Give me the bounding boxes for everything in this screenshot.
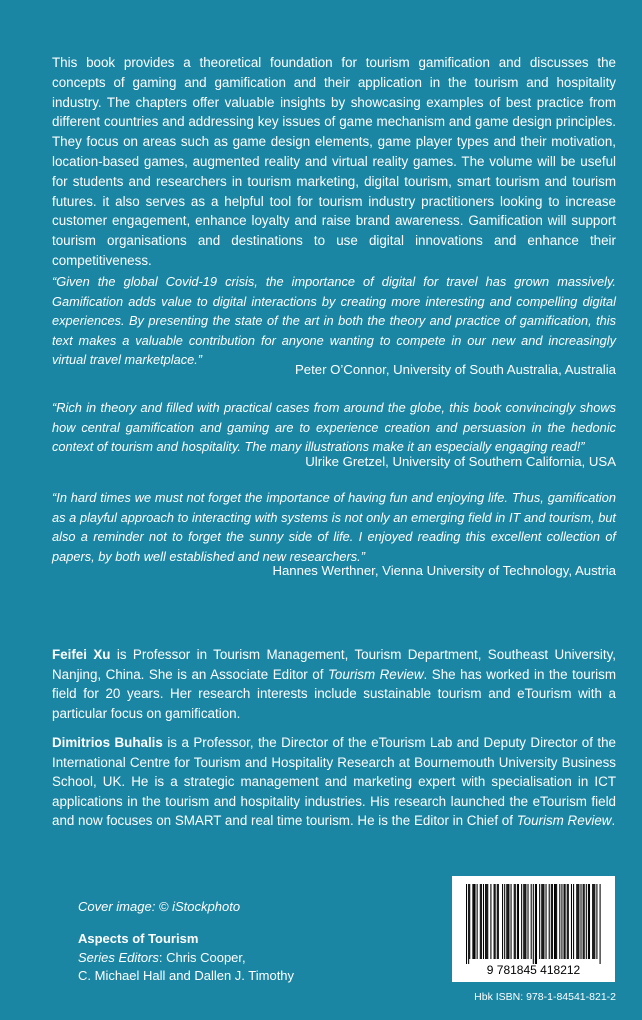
bio-text: . [611,813,616,829]
barcode-bar [556,884,557,959]
barcode-bar [559,884,560,959]
barcode-bar [490,884,491,959]
barcode-bar [481,884,482,959]
endorsement-quote-2: “Rich in theory and filled with practical cases from around the globe, this book convincingly shows how central gamification and gaming are to experience creation and persuasion in the hedonic context of tourism and hospitality. The many illustrations make it an especially engaging read!” [52,400,616,455]
barcode-bar [561,884,562,959]
journal-title: Tourism Review [327,666,424,682]
barcode-bar [474,884,475,959]
endorsement-quote-3: “In hard times we must not forget the importance of having fun and enjoying life. Thus, gamification as a playful approach to interacting with systems is not only an emerging field in IT and tourism, but also a reminder not to forget the sunny side of life. I enjoyed reading this excellent collection of papers, by both well established and new researchers.” [52,490,616,564]
barcode-bar [472,884,473,959]
barcode-bar [555,884,556,959]
series-editors-line-1 [78,949,294,968]
barcode-bar [576,884,577,959]
barcode-bar [486,884,487,959]
cover-image-credit: Cover image: © iStockphoto [78,899,241,914]
barcode-bar [593,884,594,959]
barcode-bar [586,884,587,959]
barcode-bar [506,884,507,959]
barcode-bar [546,884,547,959]
barcode-bar [521,884,522,959]
barcode-bar [514,884,515,959]
author-name: Feifei Xu [52,647,111,662]
barcode-bar [498,884,499,959]
endorsement-quote-1: “Given the global Covid-19 crisis, the importance of digital for travel has grown massively. Gamification adds value to digital interactions by creating more interesting and compelling digital experiences. By presenting the state of the art in both the theory and practice of gamification, this text makes a valuable contribution for anyone wanting to compete in our new and increasingly virtual travel marketplace.” [52,274,616,368]
barcode-bar [596,884,597,959]
barcode-bar [543,884,544,959]
bio-text: . She has worked in the tourism field for 20 years. Her research interests include sustainable tourism and eTourism with a particular focus on gamification. [52,666,616,721]
barcode-bar [525,884,526,959]
journal-title: Tourism Review [516,813,612,829]
barcode-bar [551,884,552,959]
barcode-bar [533,884,534,964]
barcode-graphic [452,876,615,982]
barcode-bar [600,884,601,964]
barcode-bar [531,884,532,959]
barcode-bar [539,884,540,959]
isbn-number: Hbk ISBN: 978-1-84541-821-2 [474,991,616,1003]
barcode-bars [466,884,601,964]
barcode-bar [469,884,470,959]
bio-text: is a Professor, the Director of the eTourism Lab and Deputy Director of the International Centre for Tourism and Hospitality Research at Bournemouth University Business School, UK. He is a strategic management and marketing expert with specialisation in ICT applications in the tourism and hospitality industries. His research launched the eTourism field and now focuses on SMART and real time tourism. He is the Editor in Chief of [52,735,616,829]
barcode-bar [517,884,518,959]
barcode-bar [497,884,498,959]
barcode-bar [580,884,581,959]
barcode-bar [541,884,542,959]
barcode-bar [468,884,469,964]
barcode-bar [554,884,555,959]
barcode-bar [477,884,478,959]
barcode-bar [515,884,516,959]
series-editors-label: Series Editors [78,949,159,965]
barcode-bar [592,884,593,959]
barcode-bar [542,884,543,959]
author-name: Dimitrios Buhalis [52,735,163,750]
barcode-bar [573,884,574,959]
barcode-bar [584,884,585,959]
barcode-bar [578,884,579,959]
endorsement-author-1: Peter O’Connor, University of South Australia, Australia [294,362,616,377]
series-editors-line-2: C. Michael Hall and Dallen J. Timothy [78,968,295,983]
barcode-bar [589,884,590,959]
barcode-bar [527,884,528,959]
barcode-bar [568,884,569,959]
barcode-bar [577,884,578,959]
barcode-bar [594,884,595,959]
series-editors-names: : Chris Cooper, [158,949,246,965]
barcode-bar [494,884,495,959]
isbn-barcode [452,876,615,982]
bio-text: is Professor in Tourism Management, Tourism Department, Southeast University, Nanjing, China. She is an Associate Editor of [52,647,616,682]
barcode-bar [507,884,508,959]
barcode-bar [588,884,589,959]
barcode-bar [571,884,572,959]
barcode-bar [487,884,488,959]
author-bio-buhalis [52,733,616,831]
barcode-bar [549,884,550,959]
barcode-bar [485,884,486,959]
endorsement-author-3: Hannes Werthner, Vienna University of Technology, Austria [272,563,616,578]
barcode-bar [552,884,553,959]
barcode-bar [466,884,467,964]
barcode-bar [583,884,584,959]
endorsement-author-2: Ulrike Gretzel, University of Southern California, USA [305,454,616,469]
barcode-digits: 9 781845 418212 [486,963,581,977]
book-description: This book provides a theoretical foundation for tourism gamification and discusses the concepts of gaming and gamification and their application in the tourism and hospitality industry. The chapters offer valuable insights by showcasing examples of best practice from different countries and addressing key issues of game mechanism and game design principles. They focus on areas such as game design elements, game player types and their motivation, location-based games, augmented reality and virtual reality games. The volume will be useful for students and researchers in tourism marketing, digital tourism, smart tourism and tourism futures. it also serves as a helpful tool for tourism industry practitioners looking to increase customer engagement, enhance loyalty and raise brand awareness. Gamification will support tourism organisations and destinations to use digital innovations and enhance their competitiveness. [52,55,616,268]
barcode-bar [511,884,512,959]
barcode-bar [508,884,509,959]
barcode-bar [565,884,566,959]
series-name: Aspects of Tourism [78,931,199,946]
barcode-bar [495,884,496,959]
barcode-bar [504,884,505,959]
barcode-bar [473,884,474,959]
barcode-bar [480,884,481,959]
author-bio-xu [52,645,616,723]
barcode-bar [518,884,519,959]
barcode-bar [483,884,484,959]
barcode-bar [535,884,536,964]
barcode-bar [567,884,568,959]
barcode-bar [523,884,524,959]
barcode-bar [536,884,537,964]
barcode-bar [524,884,525,959]
barcode-bar [564,884,565,959]
barcode-bar [502,884,503,959]
series-info [78,930,294,986]
